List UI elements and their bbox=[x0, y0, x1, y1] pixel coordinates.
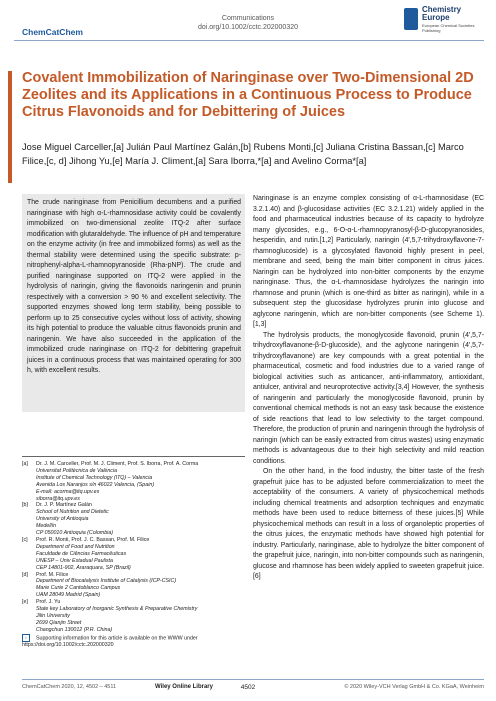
article-title: Covalent Immobilization of Naringinase over Two-Dimensional 2D Zeolites and its Applications in a Continuous Process to Produce Citrus Flavonoids and for Debittering of Juices bbox=[22, 70, 474, 120]
affiliation-c: [c] Prof. R. Monti, Prof. J. C. Bassan, Prof. M. Filice Department of Food and Nutrition Faculdade de Ciências Farmacêuticas UNESP – Univ Estadual Paulista CEP 14801-902, Araraquara, SP (Brazil) bbox=[22, 536, 150, 571]
footer-citation: ChemCatChem 2020, 12, 4502 – 4511 bbox=[22, 684, 117, 690]
affiliations-divider bbox=[22, 456, 245, 457]
affiliation-d: [d] Prof. M. Filice Department of Biocatalysis Institute of Catalysis (ICP-CSIC) Marie Curie 2 Cantoblanco Campus UAM 28049 Madrid (Spain) bbox=[22, 571, 177, 599]
body-text bbox=[253, 194, 484, 583]
doi-link[interactable]: doi.org/10.1002/cctc.202000320 bbox=[197, 24, 299, 31]
publisher-name: Chemistry Europe bbox=[422, 5, 462, 22]
footer-copyright: © 2020 Wiley-VCH Verlag GmbH & Co. KGaA, Weinheim bbox=[344, 684, 484, 690]
supporting-info-icon: i bbox=[22, 634, 30, 642]
footer-library-link[interactable]: Wiley Online Library bbox=[155, 684, 213, 690]
abstract-text: The crude naringinase from Penicillium decumbens and a purified naringinase with high α-L-rhamnosidase activity could be covalently immobilized on two-dimensional zeolite ITQ-2 after surface modification with glutaraldehyde. The influence of pH and temperature on the enzyme activity (in free and immobilized forms) as well as the thermal stability were determined using the specific substrate: p-nitrophenyl-alpha-L-rhamnopyranoside (Rha-pNP). The crude and purified naringinase supported on ITQ-2 were applied in the hydrolysis of naringin, giving the flavonoids naringenin and prunin respectively with a conversion > 90 % and excellent selectivity. The supported enzymes showed long term stability, being possible to perform up to 25 consecutive cycles without loss of activity, showing its high potential to produce the valuable citrus flavonoids prunin and naringenin. We have also succeeded in the application of the immobilized crude naringinase on ITQ-2 for debittering grapefruit juices in a continuous process that was maintained operating for 300 h, with excellent results. bbox=[27, 199, 241, 374]
title-accent-bar bbox=[8, 71, 12, 183]
page-number: 4502 bbox=[240, 684, 256, 691]
affiliation-a: [a] Dr. J. M. Carceller, Prof. M. J. Climent, Prof. S. Iborra, Prof. A. Corma Universitat Politècnica de València Institute of Chemical Technology (ITQ) – Valencia Avenida Los Naranjos s/n 46022 Valencia, (Spain) E-mail: acorma@itq.upv.es siborra@itq.upv.es bbox=[22, 461, 199, 502]
body-paragraph-1: Naringinase is an enzyme complex consisting of α-L-rhamnosidase (EC 3.2.1.40) and β-glucosidase activities (EC 3.2.1.21) widely applied in the food and pharmaceutical industries because of its capacity to hydrolyze many glycosides, e.g., 6-O-α-L-rhamnopyranosyl-β-D-glucopyranosides, hesperidin, and rutin.[1,2] Particularly, naringin (4′,5,7-trihydroxyflavone-7-rhamnoglucoside) is a glycosylated flavonoid highly present in peel, membrane and seed, being the main bitter component in citrus juices. Naringin can be hydrolyzed into non-bitter components by the enzyme naringinase. Thus, the α-L-rhamnosidase hydrolyzes the naringin into rhamnose and prunin (which is one-third as bitter as naringin), while in a subsequent step the glucosidase hydrolyzes prunin into glucose and aglycone naringenin, which are non-bitter components (see Scheme 1).[1,3] bbox=[253, 195, 484, 328]
journal-name[interactable]: ChemCatChem bbox=[22, 27, 83, 37]
publisher-logo[interactable] bbox=[404, 4, 484, 36]
publisher-tagline: European Chemical Societies Publishing bbox=[422, 23, 475, 33]
section-label: Communications bbox=[221, 15, 275, 22]
body-paragraph-2: The hydrolysis products, the monoglycoside flavonoid, prunin (4′,5,7-trihydroxyflavanone-β-D-glucoside), and the aglycone naringenin (4′,5,7-trihydroxyflavanone) are key compounds with a great potential in the pharmaceutical, cosmetic and food industries due to a varied range of biological activities such as anticancer, anti-inflammatory, antioxidant, antiulcer, antiviral and neuroprotective activity.[3,4] However, the synthesis of naringenin and particularly the monoglycoside flavonoid, prunin by conventional chemical methods is not an easy task because the existence of side reactions that lead to low selectivity to the target compound. Therefore, the production of prunin and naringenin through the hydrolysis of naringin (which can be easily extracted from citrus wastes) using enzymatic methods is advantageous due to their high selectivity and mild reaction conditions. bbox=[253, 331, 484, 465]
affiliation-b: [b] Dr. J. P. Martínez Galán School of Nutrition and Dietetic University of Antioquia Medellín CP 050010 Antioquia (Colombia) bbox=[22, 502, 114, 537]
affiliation-e: [e] Prof. J. Yu State key Laboratory of Inorganic Synthesis & Preparative Chemistry Jilin University 2699 Qianjin Street Changchun 130012 (P.R. China) bbox=[22, 599, 198, 633]
supporting-info[interactable]: i Supporting information for this article is available on the WWW under https://doi.org/10.1002/cctc.202000320 bbox=[22, 634, 198, 648]
header-divider bbox=[14, 40, 484, 41]
footer-divider bbox=[22, 679, 484, 680]
body-paragraph-3: On the other hand, in the food industry, the bitter taste of the fresh grapefruit juice has to be adjusted before commercialization to meet the acceptability of the consumers. A variety of physicochemical methods including chemical treatments and adsorption techniques and enzymatic methods have been used to reduce bitterness of these juices.[5] While physicochemical methods can result in a loss of organoleptic properties of the citrus juices, the enzymatic methods have showed high potential for industry. Particularly, naringinase, able to hydrolyze the bitter component of the grapefruit juice, naringin, into non-bitter compounds such as naringenin, glucose and rhamnose has been widely applied to sweeten grapefruit juice.[6] bbox=[253, 468, 484, 580]
chemistry-europe-logo-icon bbox=[404, 8, 418, 30]
article-authors: Jose Miguel Carceller,[a] Julián Paul Martínez Galán,[b] Rubens Monti,[c] Juliana Cristina Bassan,[c] Marco Filice,[c, d] Jihong Yu,[e] María J. Climent,[a] Sara Iborra,*[a] and Avelino Corma*[a] bbox=[22, 142, 464, 166]
affiliations bbox=[22, 461, 245, 649]
